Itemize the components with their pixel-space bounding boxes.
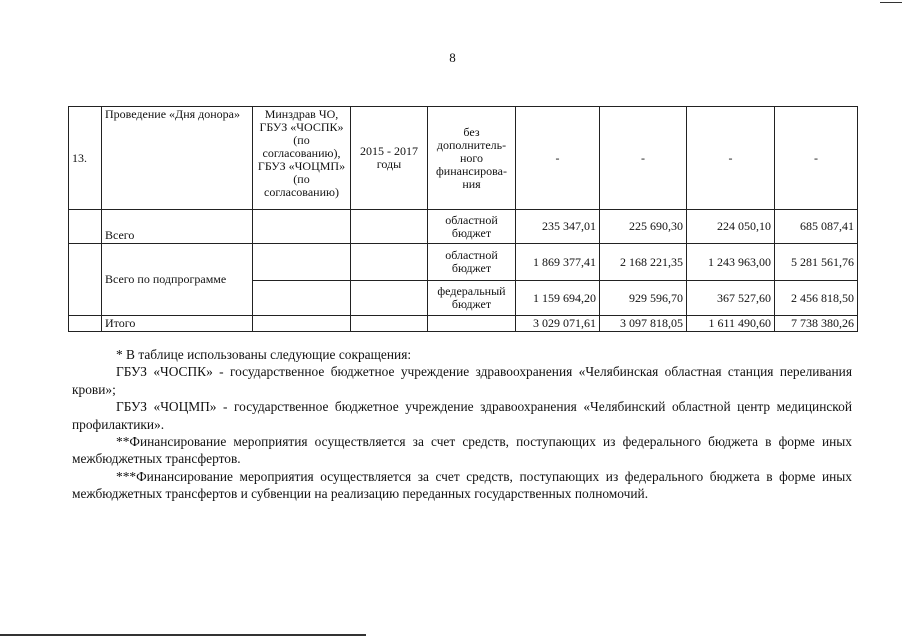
empty-cell xyxy=(428,316,516,332)
value-cell-total: 2 456 818,50 xyxy=(775,281,858,316)
value-cell-total: 685 087,41 xyxy=(775,210,858,244)
empty-cell xyxy=(253,244,351,281)
footnote-abbreviations-title: * В таблице использованы следующие сокращения: xyxy=(116,347,412,362)
footnote-double-asterisk: **Финансирование мероприятия осуществляется за счет средств, поступающих из федерального бюджета в форме иных межбюджетных трансфертов. xyxy=(72,434,852,467)
table-row-subprogram-regional xyxy=(69,244,858,281)
row-number-cell: 13. xyxy=(69,107,102,210)
value-cell-2015: 235 347,01 xyxy=(516,210,600,244)
table-row-total xyxy=(69,210,858,244)
funding-source-cell: областной бюджет xyxy=(428,244,516,281)
value-cell-2016: 2 168 221,35 xyxy=(600,244,687,281)
empty-cell xyxy=(351,244,428,281)
footnotes xyxy=(72,346,852,503)
value-cell-2016: 929 596,70 xyxy=(600,281,687,316)
empty-cell xyxy=(69,244,102,316)
value-cell-total: 7 738 380,26 xyxy=(775,316,858,332)
grand-total-label-cell: Итого xyxy=(102,316,253,332)
empty-cell xyxy=(69,316,102,332)
top-right-scan-mark xyxy=(880,2,902,3)
value-cell-2017: - xyxy=(687,107,775,210)
empty-cell xyxy=(253,316,351,332)
empty-cell xyxy=(351,210,428,244)
value-cell-2015: 3 029 071,61 xyxy=(516,316,600,332)
value-cell-2015: 1 159 694,20 xyxy=(516,281,600,316)
funding-source-cell: федеральный бюджет xyxy=(428,281,516,316)
funding-source-cell: без дополнитель-ного финансирова-ния xyxy=(428,107,516,210)
value-cell-total: 5 281 561,76 xyxy=(775,244,858,281)
table-row-grand-total xyxy=(69,316,858,332)
empty-cell xyxy=(69,210,102,244)
value-cell-2017: 367 527,60 xyxy=(687,281,775,316)
empty-cell xyxy=(253,210,351,244)
subprogram-label-cell: Всего по подпрограмме xyxy=(102,244,253,316)
footnote-chocmp: ГБУЗ «ЧОЦМП» - государственное бюджетное учреждение здравоохранения «Челябинский областной центр медицинской профилактики». xyxy=(72,399,852,432)
value-cell-total: - xyxy=(775,107,858,210)
value-cell-2015: - xyxy=(516,107,600,210)
period-cell: 2015 - 2017 годы xyxy=(351,107,428,210)
event-name-cell: Проведение «Дня донора» xyxy=(102,107,253,210)
value-cell-2016: 3 097 818,05 xyxy=(600,316,687,332)
total-label-cell: Всего xyxy=(102,210,253,244)
table-row-13 xyxy=(69,107,858,210)
value-cell-2015: 1 869 377,41 xyxy=(516,244,600,281)
empty-cell xyxy=(351,281,428,316)
value-cell-2017: 1 243 963,00 xyxy=(687,244,775,281)
bottom-scan-line xyxy=(0,634,366,636)
empty-cell xyxy=(253,281,351,316)
empty-cell xyxy=(351,316,428,332)
footnote-chospk: ГБУЗ «ЧОСПК» - государственное бюджетное учреждение здравоохранения «Челябинская областная станция переливания крови»; xyxy=(72,364,852,397)
value-cell-2016: 225 690,30 xyxy=(600,210,687,244)
financing-table xyxy=(68,106,858,332)
funding-source-cell: областной бюджет xyxy=(428,210,516,244)
executor-cell: Минздрав ЧО, ГБУЗ «ЧОСПК» (по согласованию), ГБУЗ «ЧОЦМП» (по согласованию) xyxy=(253,107,351,210)
value-cell-2017: 224 050,10 xyxy=(687,210,775,244)
page-number: 8 xyxy=(449,50,456,65)
footnote-triple-asterisk: ***Финансирование мероприятия осуществляется за счет средств, поступающих из федерального бюджета в форме иных межбюджетных трансфертов и субвенции на реализацию переданных государственных полномочий. xyxy=(72,468,852,502)
value-cell-2016: - xyxy=(600,107,687,210)
value-cell-2017: 1 611 490,60 xyxy=(687,316,775,332)
